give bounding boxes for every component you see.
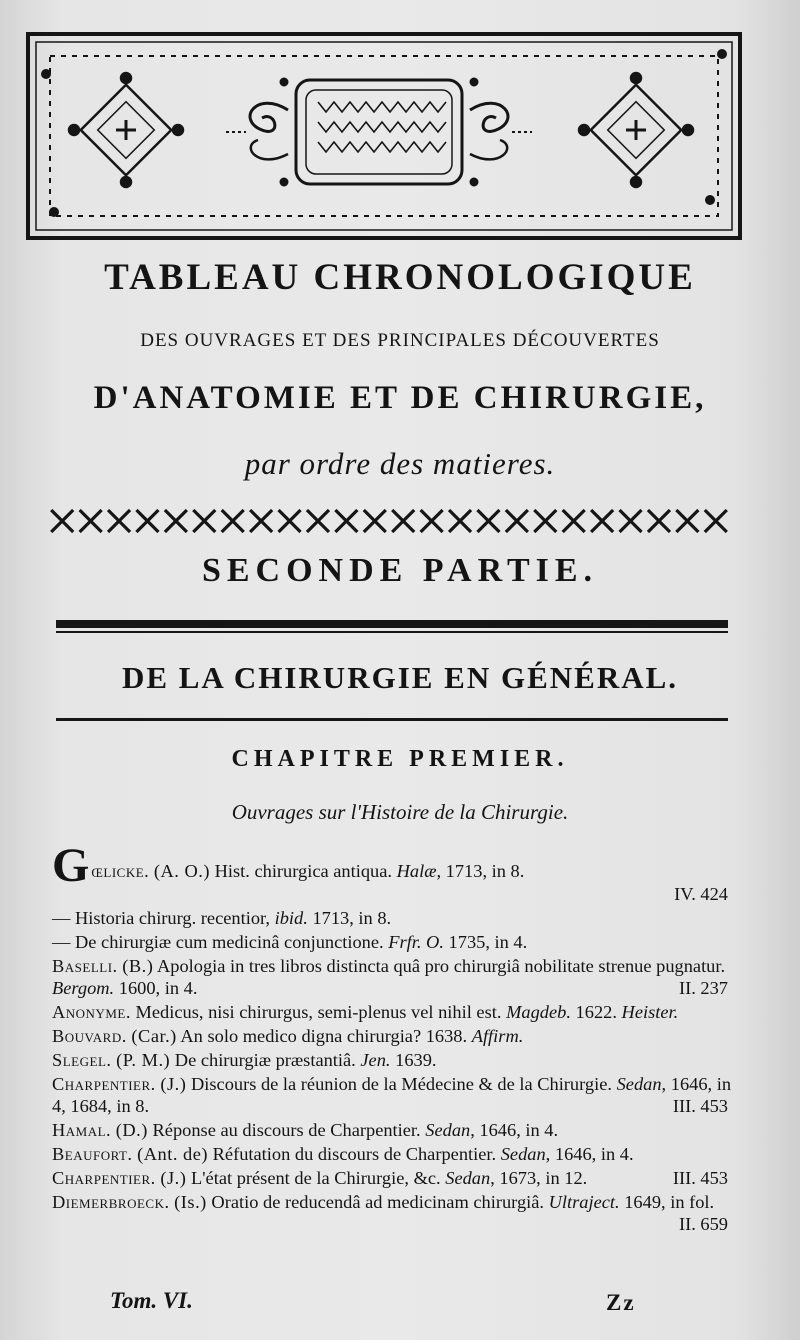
title-line-2: DES OUVRAGES ET DES PRINCIPALES DÉCOUVERTES xyxy=(140,330,660,351)
drop-cap: G xyxy=(52,839,90,892)
cross-mark xyxy=(108,510,130,532)
entry-author: Slegel. xyxy=(52,1050,112,1070)
entry-date: , 1673, in 12. xyxy=(490,1168,588,1188)
entry-initials: (A. O.) xyxy=(153,861,210,881)
entry-date: , 1646, in 4. xyxy=(470,1120,559,1140)
cross-mark xyxy=(364,510,386,532)
entry-place: Bergom. xyxy=(52,978,115,998)
list-item xyxy=(52,1001,742,1023)
title-line-3: D'ANATOMIE ET DE CHIRURGIE, xyxy=(93,380,707,416)
entry-initials: (Ant. de) xyxy=(137,1144,209,1164)
entry-reference: III. 453 xyxy=(672,1096,728,1116)
cross-mark xyxy=(534,510,556,532)
entry-place: Halæ xyxy=(396,861,437,881)
cross-mark xyxy=(705,510,727,532)
entry-author: Baselli. xyxy=(52,956,118,976)
entry-place: Magdeb. xyxy=(506,1002,571,1022)
entry-place: Jen. xyxy=(360,1050,391,1070)
cross-mark xyxy=(563,510,585,532)
entry-author: Diemerbroeck. xyxy=(52,1192,170,1212)
thick-rule xyxy=(56,620,728,628)
list-item xyxy=(52,1073,742,1117)
cross-mark xyxy=(136,510,158,532)
entry-reference: III. 453 xyxy=(672,1168,728,1188)
entry-initials: (J.) xyxy=(160,1074,187,1094)
entry-date: 1639. xyxy=(395,1050,437,1070)
entry-initials: (B.) xyxy=(122,956,154,976)
entry-initials: (Car.) xyxy=(131,1026,177,1046)
chapter-subheading: Ouvrages sur l'Histoire de la Chirurgie. xyxy=(231,800,569,824)
volume-footer: Tom. VI. xyxy=(110,1288,193,1313)
entry-place: Frfr. O. xyxy=(388,932,444,952)
cross-mark xyxy=(392,510,414,532)
entry-title: Réfutation du discours de Charpentier. xyxy=(212,1144,497,1164)
entry-title: De chirurgiæ præstantiâ. xyxy=(174,1050,356,1070)
entry-author: Charpentier. xyxy=(52,1168,156,1188)
cross-mark xyxy=(80,510,102,532)
entry-title: Discours de la réunion de la Médecine & de la Chirurgie. xyxy=(191,1074,612,1094)
title-line-4: par ordre des matieres. xyxy=(244,446,556,481)
cross-mark xyxy=(449,510,471,532)
entry-place: Sedan xyxy=(445,1168,491,1188)
cross-mark xyxy=(165,510,187,532)
entry-reference: II. 659 xyxy=(678,1214,728,1234)
cross-mark xyxy=(279,510,301,532)
cross-mark xyxy=(648,510,670,532)
entry-title: — De chirurgiæ cum medicinâ conjunctione. xyxy=(52,932,384,952)
cross-mark xyxy=(477,510,499,532)
entry-date: 1713, in 8. xyxy=(312,908,392,928)
entry-date: 1600, in 4. xyxy=(118,978,198,998)
entry-title: An solo medico digna chirurgia? 1638. xyxy=(180,1026,468,1046)
headpiece-ornament-icon xyxy=(26,30,742,242)
thin-rule xyxy=(56,631,728,633)
cross-mark xyxy=(421,510,443,532)
ornamental-headpiece xyxy=(26,30,742,242)
entry-initials: (P. M.) xyxy=(116,1050,171,1070)
entry-author: Hamal. xyxy=(52,1120,112,1140)
entry-reference: IV. 424 xyxy=(674,884,728,904)
entry-title: Réponse au discours de Charpentier. xyxy=(152,1120,421,1140)
list-item xyxy=(52,955,742,999)
cross-mark xyxy=(193,510,215,532)
cross-mark xyxy=(51,510,73,532)
title-line-1: TABLEAU CHRONOLOGIQUE xyxy=(104,257,696,298)
cross-mark xyxy=(335,510,357,532)
list-item xyxy=(52,1191,742,1234)
list-item xyxy=(52,1167,742,1189)
chapter-heading: CHAPITRE PREMIER. xyxy=(231,746,569,772)
entry-reference: II. 237 xyxy=(678,978,728,998)
section-rule xyxy=(56,718,728,721)
entry-title: L'état présent de la Chirurgie, &c. xyxy=(191,1168,441,1188)
cross-mark xyxy=(506,510,528,532)
entry-date: , 1713, in 8. xyxy=(436,861,525,881)
entry-author: Charpentier. xyxy=(52,1074,156,1094)
cross-mark xyxy=(222,510,244,532)
bibliography-list xyxy=(52,839,742,1235)
cross-mark xyxy=(250,510,272,532)
entry-date: , 1646, in 4, 1684, in 8. xyxy=(52,1074,732,1116)
list-item xyxy=(52,931,742,953)
list-item xyxy=(52,907,742,929)
entry-title: — Historia chirurg. recentior, xyxy=(52,908,271,928)
entry-note: Heister. xyxy=(621,1002,679,1022)
entry-author: œlicke. xyxy=(91,861,150,881)
entry-initials: (J.) xyxy=(160,1168,187,1188)
entry-place: Sedan xyxy=(425,1120,471,1140)
entry-place: Ultraject. xyxy=(548,1192,620,1212)
entry-date: , 1646, in 4. xyxy=(545,1144,634,1164)
list-item xyxy=(52,883,742,905)
entry-title: Hist. chirurgica antiqua. xyxy=(214,861,392,881)
cross-mark xyxy=(591,510,613,532)
entry-date: 1622. xyxy=(575,1002,617,1022)
entry-date: 1649, in fol. xyxy=(624,1192,715,1212)
list-item xyxy=(52,1049,742,1071)
entry-place: ibid. xyxy=(274,908,308,928)
entry-title: Apologia in tres libros distincta quâ pro chirurgiâ nobilitate strenue pugnatur. xyxy=(156,956,726,976)
entry-place: Sedan xyxy=(616,1074,662,1094)
signature-mark: Zz xyxy=(606,1290,636,1315)
entry-initials: (Is.) xyxy=(174,1192,207,1212)
cross-mark xyxy=(676,510,698,532)
entry-note: Affirm. xyxy=(471,1026,524,1046)
entry-title: Oratio de reducendâ ad medicinam chirurgiâ. xyxy=(211,1192,545,1212)
entry-initials: (D.) xyxy=(115,1120,148,1140)
list-item xyxy=(52,1119,742,1141)
section-heading: DE LA CHIRURGIE EN GÉNÉRAL. xyxy=(121,660,679,695)
entry-author: Beaufort. xyxy=(52,1144,133,1164)
list-item xyxy=(52,1143,742,1165)
list-item xyxy=(52,1025,742,1047)
entry-author: Anonyme. xyxy=(52,1002,131,1022)
entry-title: Medicus, nisi chirurgus, semi-plenus vel nihil est. xyxy=(135,1002,502,1022)
cross-mark xyxy=(620,510,642,532)
part-heading: SECONDE PARTIE. xyxy=(201,552,599,589)
entry-place: Sedan xyxy=(500,1144,546,1164)
entry-author: Bouvard. xyxy=(52,1026,127,1046)
cross-ornament-rule xyxy=(48,506,730,536)
cross-mark xyxy=(307,510,329,532)
entry-date: 1735, in 4. xyxy=(448,932,528,952)
